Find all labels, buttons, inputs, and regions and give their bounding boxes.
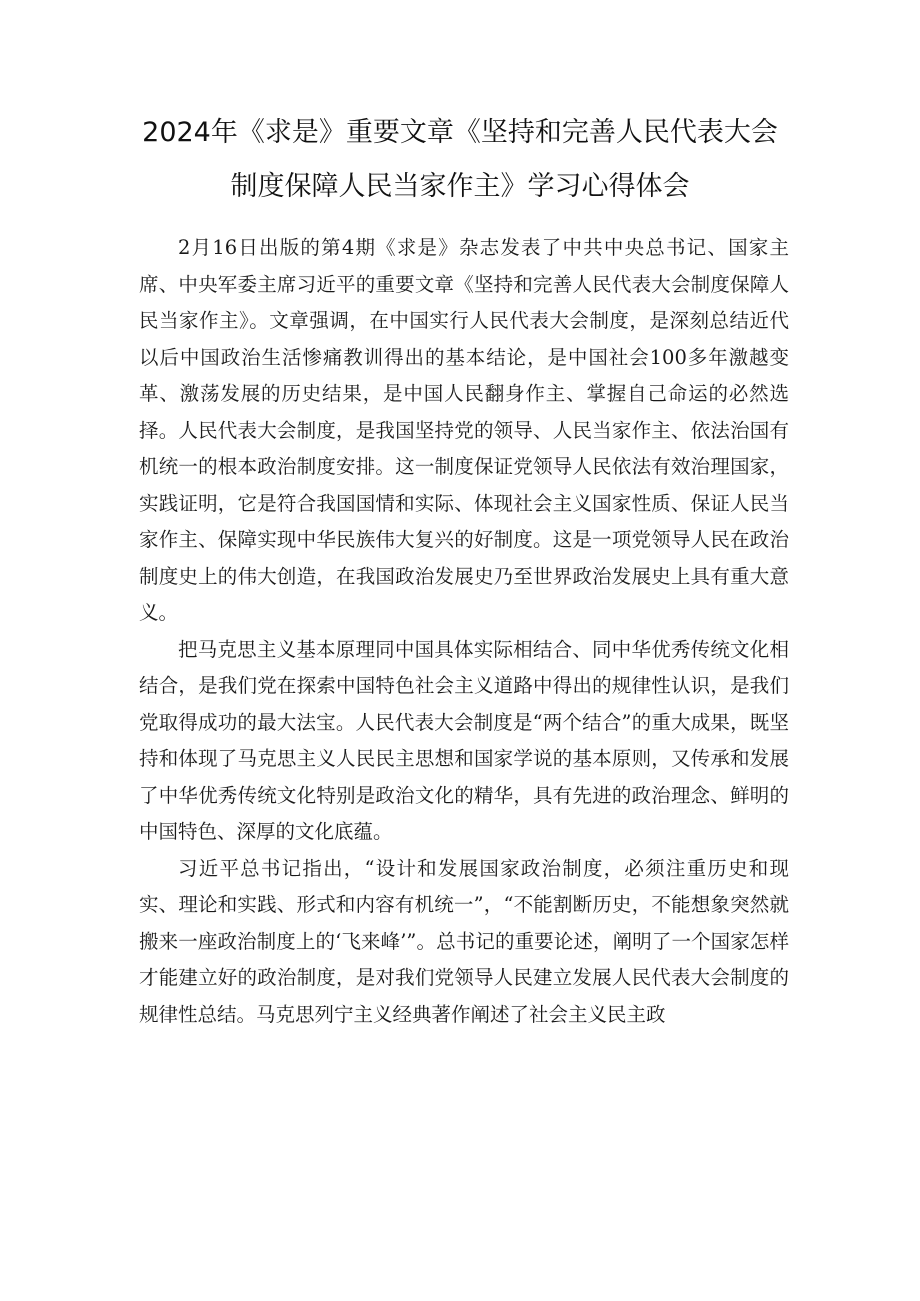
title-line-1: 2024年《求是》重要文章《坚持和完善人民代表大会 bbox=[142, 117, 778, 148]
body-paragraph-3: 习近平总书记指出，“设计和发展国家政治制度，必须注重历史和现实、理论和实践、形式和内容有机统一”，“不能割断历史，不能想象突然就搬来一座政治制度上的‘飞来峰’”。总书记的重要论述，阐明了一个国家怎样才能建立好的政治制度，是对我们党领导人民建立发展人民代表大会制度的规律性总结。马克思列宁主义经典著作阐述了社会主义民主政 bbox=[139, 856, 789, 1026]
title-line-2: 制度保障人民当家作主》学习心得体会 bbox=[230, 171, 690, 202]
document-body bbox=[139, 230, 789, 1033]
body-paragraph-1: 2月16日出版的第4期《求是》杂志发表了中共中央总书记、国家主席、中央军委主席习近平的重要文章《坚持和完善人民代表大会制度保障人民当家作主》。文章强调，在中国实行人民代表大会制度，是深刻总结近代以后中国政治生活惨痛教训得出的基本结论，是中国社会100多年激越变革、激荡发展的历史结果，是中国人民翻身作主、掌握自己命运的必然选择。人民代表大会制度，是我国坚持党的领导、人民当家作主、依法治国有机统一的根本政治制度安排。这一制度保证党领导人民依法有效治理国家，实践证明，它是符合我国国情和实际、体现社会主义国家性质、保证人民当家作主、保障实现中华民族伟大复兴的好制度。这是一项党领导人民在政治制度史上的伟大创造，在我国政治发展史乃至世界政治发展史上具有重大意义。 bbox=[139, 236, 789, 624]
document-title bbox=[120, 106, 800, 214]
body-paragraph-2: 把马克思主义基本原理同中国具体实际相结合、同中华优秀传统文化相结合，是我们党在探索中国特色社会主义道路中得出的规律性认识，是我们党取得成功的最大法宝。人民代表大会制度是“两个结合”的重大成果，既坚持和体现了马克思主义人民民主思想和国家学说的基本原则，又传承和发展了中华优秀传统文化特别是政治文化的精华，具有先进的政治理念、鲜明的中国特色、深厚的文化底蕴。 bbox=[139, 637, 789, 843]
